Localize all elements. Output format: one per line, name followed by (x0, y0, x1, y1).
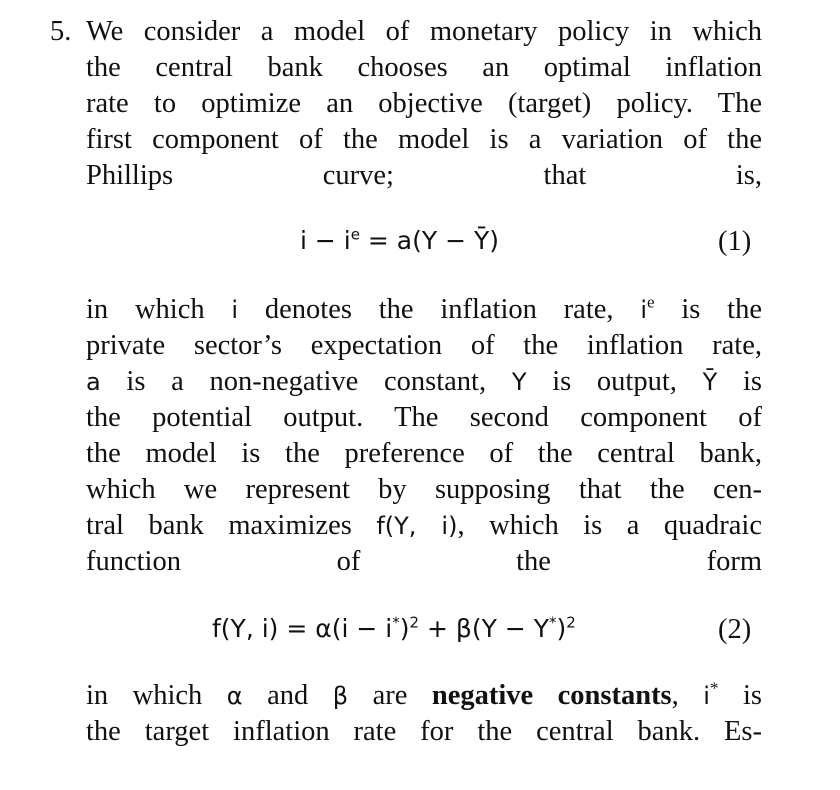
eq2-part: + β(Y − Y (419, 614, 549, 643)
text-line (86, 716, 762, 752)
bold-text: negative constants (431, 680, 672, 711)
text-line (86, 160, 762, 196)
text-segment: which we represent by supposing that the cen- (86, 474, 762, 505)
text-segment: is output, (526, 366, 703, 397)
text-segment: in which (86, 680, 227, 711)
text-segment: tral bank maximizes (86, 510, 377, 541)
equation-2-label: (2) (718, 614, 752, 645)
text-segment: is a non-negative constant, (100, 366, 512, 397)
text-line (86, 546, 762, 582)
text-segment: is (718, 680, 762, 711)
text-segment: , which is a quadraic (457, 510, 762, 541)
text-line (86, 16, 762, 52)
text-segment: function of the form (86, 546, 762, 577)
inline-math: Ȳ (702, 368, 718, 396)
equation-1-label: (1) (718, 226, 752, 257)
eq2-part: ) (399, 614, 410, 643)
equation-1 (300, 226, 499, 255)
text-line (86, 438, 762, 474)
text-segment: is the (654, 294, 762, 325)
inline-math: i (703, 682, 710, 710)
text-segment: We consider a model of monetary policy in which (86, 16, 762, 47)
text-segment: * (709, 678, 719, 698)
inline-math: i (231, 296, 239, 324)
problem-number: 5. (50, 16, 72, 47)
text-line (86, 510, 762, 546)
text-segment: are (348, 680, 432, 711)
text-segment: the model is the preference of the central bank, (86, 438, 762, 469)
eq2-sup: 2 (566, 613, 576, 632)
eq2-sup: 2 (409, 613, 420, 632)
eq2-sup: * (548, 613, 557, 632)
text-segment: private sector’s expectation of the inflation rate, (86, 330, 762, 361)
eq1-sup: e (350, 225, 360, 244)
text-segment: and (242, 680, 333, 711)
text-segment: , (671, 680, 704, 711)
text-line (86, 402, 762, 438)
inline-math: β (332, 682, 349, 710)
inline-math: Y (511, 368, 527, 396)
inline-math: α (226, 682, 243, 710)
text-segment: the target inflation rate for the central bank. Es- (86, 716, 762, 747)
text-segment: is (717, 366, 762, 397)
text-line (86, 680, 762, 716)
text-line (86, 330, 762, 366)
text-segment: first component of the model is a variation of the (86, 124, 762, 155)
text-line (86, 124, 762, 160)
text-line (86, 474, 762, 510)
inline-math: a (86, 368, 101, 396)
text-segment: rate to optimize an objective (target) policy. The (86, 88, 762, 119)
text-segment: the potential output. The second component of (86, 402, 762, 433)
text-segment: the central bank chooses an optimal inflation (86, 52, 762, 83)
eq1-lhs: i − i (300, 226, 351, 255)
eq2-part: ) (556, 614, 567, 643)
text-segment: Phillips curve; that is, (86, 160, 762, 191)
inline-math: i (640, 296, 647, 324)
eq2-part: f(Y, i) = α(i − i (212, 614, 393, 643)
eq2-sup: * (392, 613, 400, 632)
eq1-rhs: = a(Y − Ȳ) (359, 226, 500, 255)
text-line (86, 88, 762, 124)
text-line (86, 52, 762, 88)
text-segment: in which (86, 294, 232, 325)
inline-math: f(Y, i) (376, 512, 458, 540)
equation-2 (212, 614, 576, 643)
text-segment: e (646, 292, 655, 312)
text-segment: denotes the inflation rate, (238, 294, 641, 325)
text-line (86, 294, 762, 330)
text-line (86, 366, 762, 402)
